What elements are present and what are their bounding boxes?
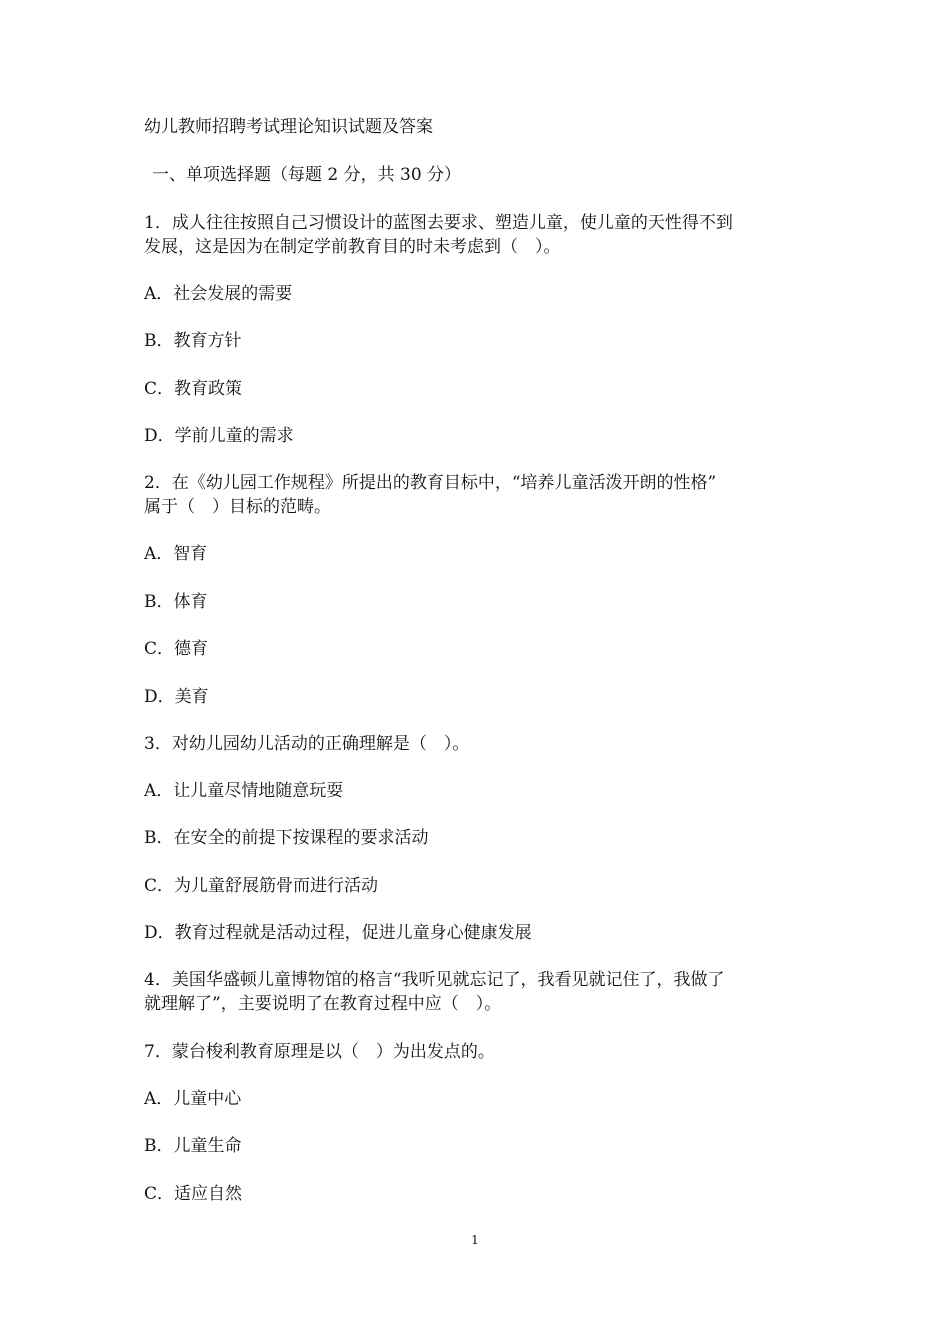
question-stem-line: 2．在《幼儿园工作规程》所提出的教育目标中，“培养儿童活泼开朗的性格” [144, 473, 717, 493]
question-option: B．教育方针 [144, 331, 242, 351]
question-option: B．儿童生命 [144, 1136, 242, 1156]
question-option: A．社会发展的需要 [144, 284, 293, 304]
question-stem-line: 3．对幼儿园幼儿活动的正确理解是（ ）。 [144, 734, 470, 754]
question-option: D．学前儿童的需求 [144, 426, 294, 446]
question-stem-line: 4．美国华盛顿儿童博物馆的格言“我听见就忘记了，我看见就记住了，我做了 [144, 970, 725, 990]
question-stem-line: 属于（ ）目标的范畴。 [144, 497, 331, 517]
question-option: C．为儿童舒展筋骨而进行活动 [144, 876, 379, 896]
document-title: 幼儿教师招聘考试理论知识试题及答案 [144, 117, 433, 137]
section-heading: 一、单项选择题（每题 2 分，共 30 分） [152, 165, 462, 185]
question-option: A．让儿童尽情地随意玩耍 [144, 781, 344, 801]
page-number: 1 [471, 1233, 479, 1247]
question-stem-line: 就理解了”，主要说明了在教育过程中应（ ）。 [144, 994, 502, 1014]
question-option: A．智育 [144, 544, 208, 564]
question-option: B．在安全的前提下按课程的要求活动 [144, 828, 429, 848]
question-option: C．教育政策 [144, 379, 243, 399]
question-option: D．教育过程就是活动过程，促进儿童身心健康发展 [144, 923, 532, 943]
question-option: C．德育 [144, 639, 209, 659]
question-option: C．适应自然 [144, 1184, 243, 1204]
question-stem-line: 1．成人往往按照自己习惯设计的蓝图去要求、塑造儿童，使儿童的天性得不到 [144, 213, 733, 233]
question-option: B．体育 [144, 592, 208, 612]
question-option: D．美育 [144, 687, 209, 707]
question-stem-line: 7．蒙台梭利教育原理是以（ ）为出发点的。 [144, 1042, 495, 1062]
question-option: A．儿童中心 [144, 1089, 242, 1109]
question-stem-line: 发展，这是因为在制定学前教育目的时未考虑到（ ）。 [144, 237, 561, 257]
